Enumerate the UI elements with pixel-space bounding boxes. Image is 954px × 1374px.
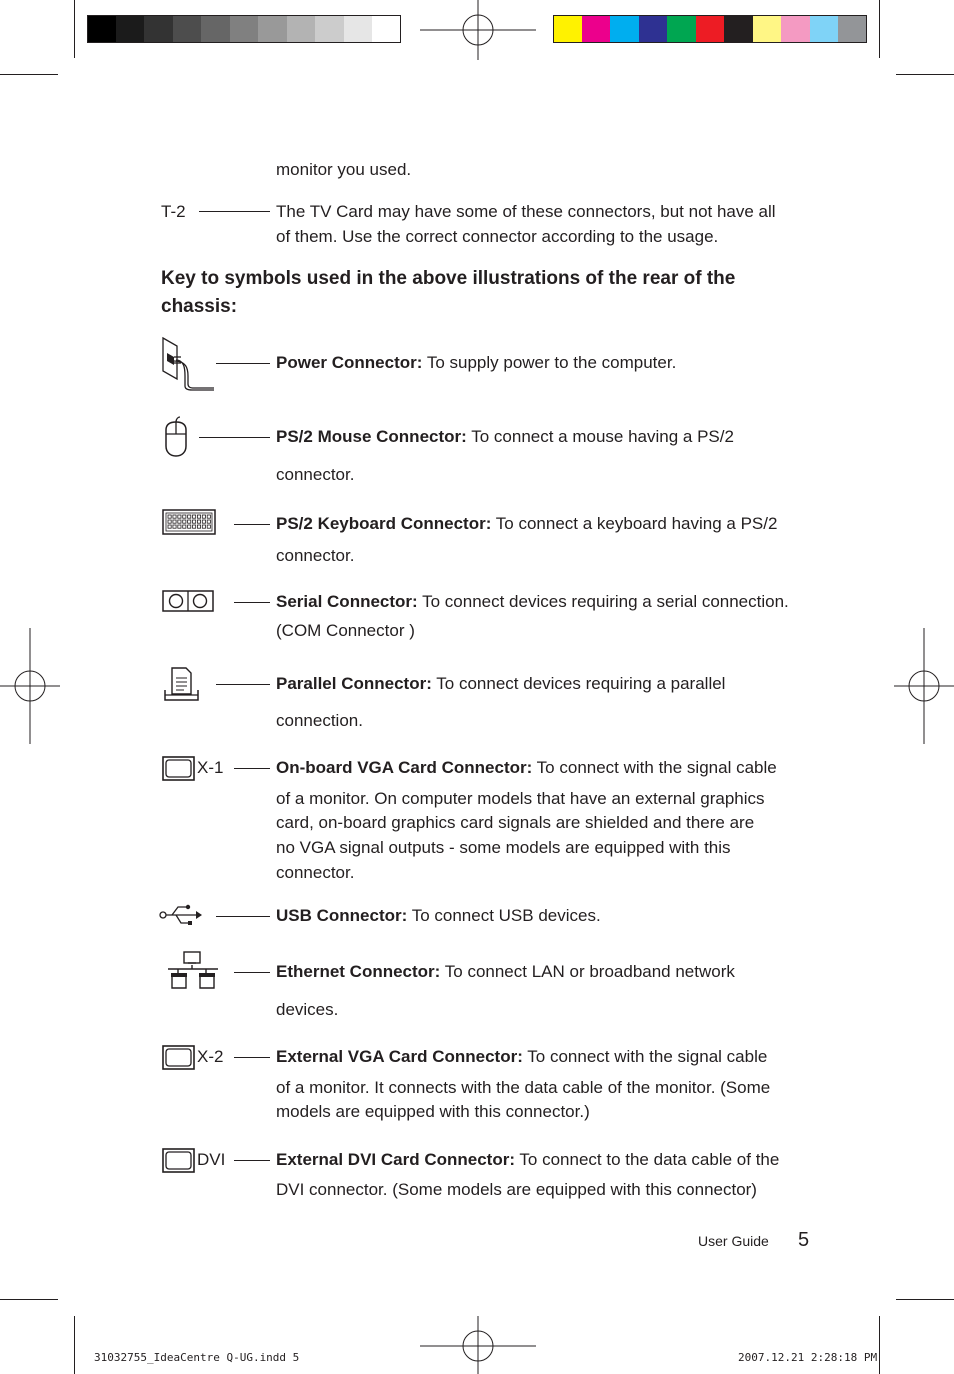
t2-text-line: of them. Use the correct connector according to the usage. bbox=[276, 227, 719, 246]
leader-line bbox=[234, 1160, 270, 1161]
x1-tag: X-1 bbox=[197, 758, 224, 777]
key-cap bbox=[197, 515, 200, 518]
registration-mark bbox=[0, 628, 60, 744]
item-title: Serial Connector: bbox=[276, 592, 418, 611]
key-cap bbox=[168, 525, 171, 528]
leader-line bbox=[216, 363, 270, 364]
item-desc: To connect USB devices. bbox=[407, 906, 601, 925]
printer-icon bbox=[162, 666, 202, 704]
registration-mark bbox=[420, 1316, 536, 1374]
ps2-keyboard-text-cont: connector. bbox=[276, 546, 355, 565]
leader-line bbox=[234, 1057, 270, 1058]
key-cap bbox=[178, 520, 181, 523]
item-title: External DVI Card Connector: bbox=[276, 1150, 515, 1169]
key-cap bbox=[173, 515, 176, 518]
ethernet-text-cont: devices. bbox=[276, 1000, 339, 1019]
item-title: Parallel Connector: bbox=[276, 674, 432, 693]
leader-line bbox=[234, 972, 270, 973]
key-cap bbox=[193, 515, 196, 518]
onboard-vga-text-cont: connector. bbox=[276, 863, 355, 882]
usb-icon bbox=[158, 902, 204, 928]
key-cap bbox=[183, 520, 186, 523]
slug-left: 31032755_IdeaCentre Q-UG.indd 5 bbox=[94, 1351, 300, 1364]
key-cap bbox=[197, 525, 200, 528]
item-desc: To supply power to the computer. bbox=[422, 353, 677, 372]
leader-line bbox=[199, 437, 270, 438]
monitor-icon bbox=[162, 756, 196, 782]
onboard-vga-text-cont: no VGA signal outputs - some models are equipped with this bbox=[276, 838, 731, 857]
crop-mark bbox=[896, 74, 954, 75]
external-dvi-text bbox=[276, 1147, 779, 1172]
crop-mark bbox=[896, 1299, 954, 1300]
crop-mark bbox=[0, 74, 58, 75]
crop-mark bbox=[74, 1316, 75, 1374]
mouse-icon bbox=[160, 416, 192, 458]
key-cap bbox=[193, 525, 196, 528]
ps2-keyboard-text bbox=[276, 511, 777, 536]
ps2-mouse-text bbox=[276, 424, 734, 449]
crop-mark bbox=[0, 1299, 58, 1300]
leader-line bbox=[216, 684, 270, 685]
network-icon bbox=[164, 950, 222, 992]
key-cap bbox=[202, 525, 205, 528]
item-desc: To connect LAN or broadband network bbox=[440, 962, 735, 981]
item-desc: To connect devices requiring a parallel bbox=[431, 674, 726, 693]
key-cap bbox=[168, 520, 171, 523]
external-vga-text-cont: of a monitor. It connects with the data cable of the monitor. (Some bbox=[276, 1078, 771, 1097]
ethernet-text bbox=[276, 959, 735, 984]
key-cap bbox=[168, 515, 171, 518]
key-cap bbox=[202, 515, 205, 518]
key-cap bbox=[178, 525, 181, 528]
monitor-icon bbox=[162, 1148, 196, 1174]
dvi-tag: DVI bbox=[197, 1150, 226, 1169]
key-cap bbox=[207, 525, 210, 528]
crop-mark bbox=[74, 0, 75, 58]
key-cap bbox=[183, 525, 186, 528]
onboard-vga-text-cont: of a monitor. On computer models that have an external graphics bbox=[276, 789, 765, 808]
crop-mark bbox=[879, 1316, 880, 1374]
leader-line bbox=[234, 524, 270, 525]
footer-label: User Guide bbox=[698, 1233, 769, 1249]
key-cap bbox=[202, 520, 205, 523]
page-number: 5 bbox=[798, 1229, 810, 1251]
key-cap bbox=[207, 520, 210, 523]
serial-text-cont: (COM Connector ) bbox=[276, 621, 415, 640]
leader-line bbox=[234, 768, 270, 769]
item-title: Power Connector: bbox=[276, 353, 423, 372]
onboard-vga-text bbox=[276, 755, 777, 780]
parallel-text bbox=[276, 671, 725, 696]
item-desc: To connect a mouse having a PS/2 bbox=[466, 427, 734, 446]
item-title: PS/2 Mouse Connector: bbox=[276, 427, 467, 446]
usb-text bbox=[276, 903, 601, 928]
power-plug-icon bbox=[160, 336, 216, 392]
item-title: On-board VGA Card Connector: bbox=[276, 758, 533, 777]
section-heading: chassis: bbox=[161, 296, 238, 317]
key-cap bbox=[173, 520, 176, 523]
x2-tag: X-2 bbox=[197, 1047, 224, 1066]
crop-mark bbox=[879, 0, 880, 58]
serial-text bbox=[276, 589, 789, 614]
section-heading: Key to symbols used in the above illustrations of the rear of the bbox=[161, 268, 736, 289]
key-cap bbox=[197, 520, 200, 523]
item-desc: To connect to the data cable of the bbox=[515, 1150, 780, 1169]
external-vga-text-cont: models are equipped with this connector.) bbox=[276, 1102, 590, 1121]
key-cap bbox=[178, 515, 181, 518]
registration-mark bbox=[894, 628, 954, 744]
external-vga-text bbox=[276, 1044, 767, 1069]
ps2-mouse-text-cont: connector. bbox=[276, 465, 355, 484]
item-desc: To connect with the signal cable bbox=[532, 758, 777, 777]
process-color-bar bbox=[553, 15, 867, 43]
onboard-vga-text-cont: card, on-board graphics card signals are shielded and there are bbox=[276, 813, 755, 832]
leader-line bbox=[234, 602, 270, 603]
item-title: Ethernet Connector: bbox=[276, 962, 441, 981]
continuation-text: monitor you used. bbox=[276, 160, 412, 179]
key-cap bbox=[173, 525, 176, 528]
key-cap bbox=[188, 520, 191, 523]
key-cap bbox=[207, 515, 210, 518]
monitor-icon bbox=[162, 1045, 196, 1071]
key-cap bbox=[188, 525, 191, 528]
slug-right: 2007.12.21 2:28:18 PM bbox=[738, 1351, 878, 1364]
external-dvi-text-cont: DVI connector. (Some models are equipped with this connector) bbox=[276, 1180, 757, 1199]
key-cap bbox=[188, 515, 191, 518]
registration-mark bbox=[420, 0, 536, 60]
t2-text-line: The TV Card may have some of these connectors, but not have all bbox=[276, 202, 776, 221]
leader-line bbox=[199, 211, 270, 212]
key-cap bbox=[193, 520, 196, 523]
gray-color-bar bbox=[87, 15, 401, 43]
serial-port-icon bbox=[162, 590, 216, 614]
leader-line bbox=[216, 916, 270, 917]
power-connector-text bbox=[276, 350, 676, 375]
item-title: USB Connector: bbox=[276, 906, 408, 925]
item-title: PS/2 Keyboard Connector: bbox=[276, 514, 492, 533]
item-desc: To connect devices requiring a serial connection. bbox=[417, 592, 789, 611]
parallel-text-cont: connection. bbox=[276, 711, 363, 730]
key-cap bbox=[183, 515, 186, 518]
item-desc: To connect a keyboard having a PS/2 bbox=[491, 514, 778, 533]
keyboard-icon bbox=[162, 509, 218, 537]
item-title: External VGA Card Connector: bbox=[276, 1047, 523, 1066]
item-desc: To connect with the signal cable bbox=[522, 1047, 768, 1066]
t2-label: T-2 bbox=[161, 202, 186, 221]
